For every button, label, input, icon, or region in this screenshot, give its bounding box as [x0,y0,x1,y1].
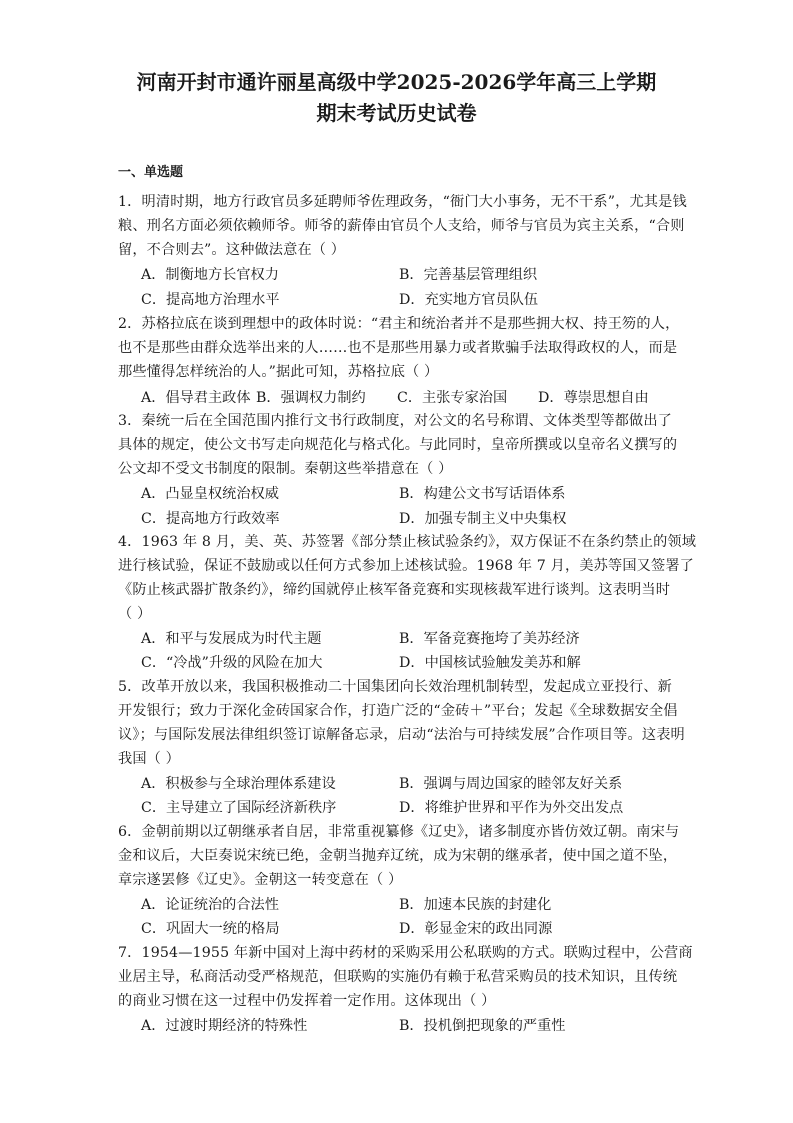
question-text-line: 2．苏格拉底在谈到理想中的政体时说：“君主和统治者并不是那些拥大权、持王笏的人， [118,316,680,332]
question-text-line: 《防止核武器扩散条约》，缔约国就停止核军备竞赛和实现核裁军进行谈判。这表明当时 [118,582,671,598]
question-text-line: 进行核试验，保证不鼓励或以任何方式参加上述核试验。1968 年 7 月，美苏等国又签署了 [118,558,695,574]
option-b: B．完善基层管理组织 [399,267,538,283]
option-c: C．巩固大一统的格局 [141,921,280,937]
exam-title-line-1: 河南开封市通许丽星高级中学2025-2026学年高三上学期 [136,70,657,94]
question-text-line: 章宗遂罢修《辽史》。金朝这一转变意在（ ） [118,872,403,888]
option-b: B．投机倒把现象的严重性 [399,1018,566,1034]
option-c: C．主导建立了国际经济新秩序 [141,800,337,816]
question-text-line: 业居主导，私商活动受严格规范，但联购的实施仍有赖于私营采购员的技术知识，且传统 [118,969,678,985]
option-a: A．凸显皇权统治权威 [141,486,279,502]
option-b: B．加速本民族的封建化 [399,897,552,913]
option-d: D．将维护世界和平作为外交出发点 [399,800,624,816]
option-c: C．提高地方行政效率 [141,511,280,527]
option-a: A．论证统治的合法性 [141,897,279,913]
exam-title-line-2: 期末考试历史试卷 [316,101,477,125]
question-text-line: 5．改革开放以来，我国积极推动二十国集团向长效治理机制转型，发起成立亚投行、新 [118,679,673,695]
question-text-line: 也不是那些由群众选举出来的人……也不是那些用暴力或者欺骗手法取得政权的人，而是 [118,340,678,356]
option-c: C．提高地方治理水平 [141,292,280,308]
option-a: A．制衡地方长官权力 [141,267,279,283]
question-text-line: 开发银行；致力于深化金砖国家合作，打造广泛的“金砖＋”平台；发起《全球数据安全倡 [118,703,678,719]
option-b: B．强调与周边国家的睦邻友好关系 [399,776,623,792]
question-text-line: 具体的规定，使公文书写走向规范化与格式化。与此同时，皇帝所撰或以皇帝名义撰写的 [118,437,678,453]
option-d: D．加强专制主义中央集权 [399,511,567,527]
option-b: B．军备竞赛拖垮了美苏经济 [399,631,580,647]
option-a: A．倡导君主政体 [141,390,251,406]
question-text-line: 6．金朝前期以辽朝继承者自居，非常重视纂修《辽史》，诸多制度亦皆仿效辽朝。南宋与 [118,824,680,840]
option-d: D．彰显金宋的政出同源 [399,921,553,937]
option-c: C．主张专家治国 [397,390,508,406]
question-text-line: 3．秦统一后在全国范围内推行文书行政制度，对公文的名号称谓、文体类型等都做出了 [118,413,673,429]
question-text-line: 7．1954—1955 年新中国对上海中药材的采购采用公私联购的方式。联购过程中，公营商 [118,945,693,961]
section-heading: 一、单选题 [118,165,184,180]
option-a: A．积极参与全球治理体系建设 [141,776,336,792]
question-text-line: 留，不合则去”。这种做法意在（ ） [118,242,346,258]
question-text-line: （ ） [118,606,152,622]
question-text-line: 我国（ ） [118,751,181,767]
option-b: B．构建公文书写话语体系 [399,486,566,502]
question-text-line: 1．明清时期，地方行政官员多延聘师爷佐理政务，“衙门大小事务，无不干系”，尤其是钱 [118,194,687,210]
option-a: A．过渡时期经济的特殊性 [141,1018,308,1034]
question-text-line: 的商业习惯在这一过程中仍发挥着一定作用。这体现出（ ） [118,993,496,1009]
option-b: B．强调权力制约 [256,390,366,406]
question-text-line: 粮、刑名方面必须依赖师爷。师爷的薪俸由官员个人支给，师爷与官员为宾主关系，“合则 [118,218,685,234]
option-a: A．和平与发展成为时代主题 [141,631,322,647]
option-d: D．尊崇思想自由 [538,390,649,406]
question-text-line: 议》；与国际发展法律组织签订谅解备忘录，启动“法治与可持续发展”合作项目等。这表明 [118,727,685,743]
question-text-line: 4．1963 年 8 月，美、英、苏签署《部分禁止核试验条约》，双方保证不在条约禁止的领域 [118,534,697,550]
question-text-line: 公文却不受文书制度的限制。秦朝这些举措意在（ ） [118,461,453,477]
question-text-line: 那些懂得怎样统治的人。”据此可知，苏格拉底（ ） [118,364,439,380]
option-c: C．“冷战”升级的风险在加大 [141,655,323,671]
option-d: D．中国核试验触发美苏和解 [399,655,581,671]
question-text-line: 金和议后，大臣奏说宋统已绝，金朝当抛弃辽统，成为宋朝的继承者，使中国之道不坠， [118,848,678,864]
option-d: D．充实地方官员队伍 [399,292,539,308]
